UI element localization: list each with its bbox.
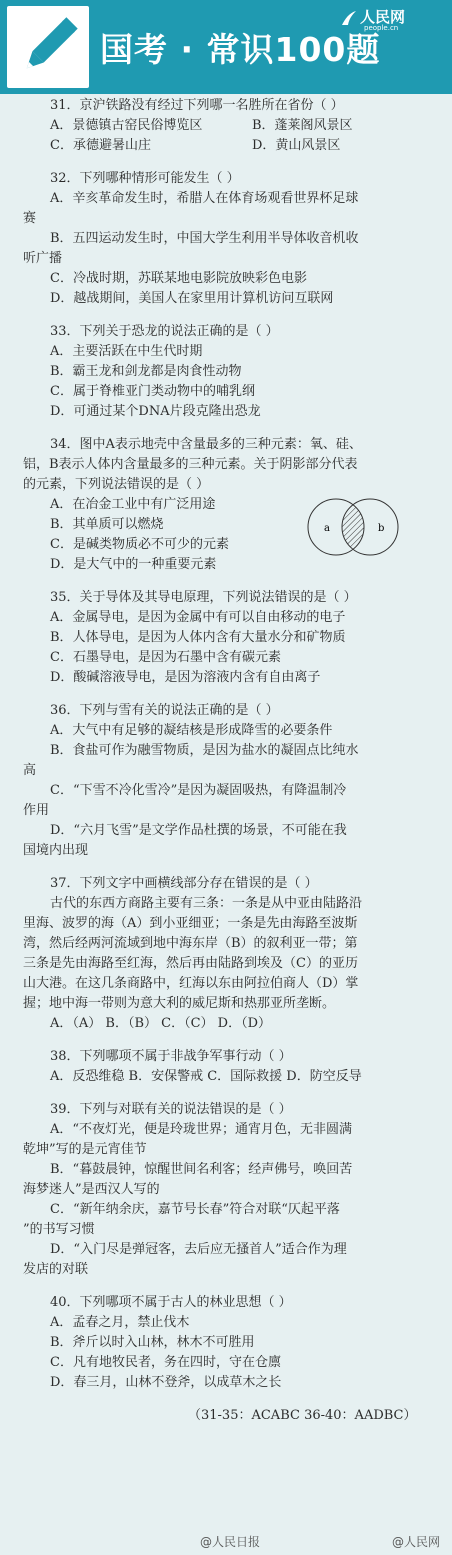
question-block (0, 169, 452, 309)
question-block (0, 96, 452, 156)
option: 听广播 (23, 251, 63, 266)
question-block (0, 1293, 452, 1393)
option: A．辛亥革命发生时，希腊人在体育场观看世界杯足球 (50, 191, 359, 206)
option: C．冷战时期，苏联某地电影院放映彩色电影 (50, 271, 307, 286)
option: C．承德避暑山庄 (50, 138, 151, 153)
question-stem: 37．下列文字中画横线部分存在错误的是（ ） (50, 876, 318, 891)
question-block (0, 874, 452, 1034)
footer (0, 1527, 452, 1555)
option: D．“六月飞雪”是文学作品杜撰的场景，不可能在我 (50, 823, 347, 838)
option: 高 (23, 763, 37, 778)
option: D．可通过某个DNA片段克隆出恐龙 (50, 404, 261, 419)
option: ”的书写习惯 (23, 1222, 95, 1237)
option: 乾坤”写的是元宵佳节 (23, 1142, 147, 1157)
option: B．人体导电，是因为人体内含有大量水分和矿物质 (50, 630, 346, 645)
option: B．五四运动发生时，中国大学生利用半导体收音机收 (50, 231, 359, 246)
passage-line: 里海、波罗的海（A）到小亚细亚；一条是先由海路至波斯 (23, 916, 358, 931)
question-stem: 铝，B表示人体内含量最多的三种元素。关于阴影部分代表 (23, 457, 358, 472)
option: 作用 (23, 803, 50, 818)
option: A．金属导电，是因为金属中有可以自由移动的电子 (50, 610, 346, 625)
option-row: A．（A） B．（B） C．（C） D．（D） (50, 1016, 272, 1031)
option: 赛 (23, 211, 37, 226)
option: 发店的对联 (23, 1262, 89, 1277)
question-block (0, 322, 452, 422)
brand-name: 人民网 (360, 8, 406, 26)
brand-logo (340, 6, 440, 32)
option: D．“入门尽是弹冠客，去后应无搔首人”适合作为理 (50, 1242, 347, 1257)
question-stem: 39．下列与对联有关的说法错误的是（ ） (50, 1102, 292, 1117)
option: A．在冶金工业中有广泛用途 (50, 497, 216, 512)
passage-line: 山大港。在这几条商路中，红海以东由阿拉伯商人（D）掌 (23, 976, 359, 991)
option: C．“新年纳余庆，嘉节号长春”符合对联“仄起平落 (50, 1202, 340, 1217)
option: D．春三月，山林不登斧，以成草木之长 (50, 1375, 282, 1390)
passage-line: 三条是先由海路至红海，然后再由陆路到埃及（C）的亚历 (23, 956, 358, 971)
option: C．属于脊椎亚门类动物中的哺乳纲 (50, 384, 255, 399)
option: C．是碱类物质必不可少的元素 (50, 537, 229, 552)
question-stem: 33．下列关于恐龙的说法正确的是（ ） (50, 324, 279, 339)
option: A．“不夜灯光，便是玲珑世界；通宵月色，无非圆满 (50, 1122, 353, 1137)
question-stem: 40．下列哪项不属于古人的林业思想（ ） (50, 1295, 292, 1310)
option: A．大气中有足够的凝结核是形成降雪的必要条件 (50, 723, 333, 738)
pencil-icon (7, 6, 89, 88)
question-stem: 32．下列哪种情形可能发生（ ） (50, 171, 240, 186)
question-stem: 36．下列与雪有关的说法正确的是（ ） (50, 703, 279, 718)
question-stem: 35．关于导体及其导电原理，下列说法错误的是（ ） (50, 590, 357, 605)
option: D．是大气中的一种重要元素 (50, 557, 217, 572)
option: 国境内出现 (23, 843, 89, 858)
option: D．黄山风景区 (252, 138, 341, 153)
option: A．景德镇古窑民俗博览区 (50, 118, 203, 133)
weibo-handle-left: @人民日报 (200, 1535, 261, 1549)
passage-line: 古代的东西方商路主要有三条：一条是从中亚由陆路沿 (50, 896, 363, 911)
venn-label-a: a (324, 523, 330, 534)
option: B．“暮鼓晨钟，惊醒世间名利客；经声佛号，唤回苦 (50, 1162, 353, 1177)
option: B．蓬莱阁风景区 (252, 118, 353, 133)
option: A．主要活跃在中生代时期 (50, 344, 203, 359)
option: 海梦迷人”是西汉人写的 (23, 1182, 160, 1197)
brand-mark-icon (340, 9, 358, 27)
answer-key: （31-35：ACABC 36-40：AADBC） (188, 1408, 417, 1423)
option: C．凡有地牧民者，务在四时，守在仓廪 (50, 1355, 281, 1370)
question-block (0, 435, 452, 575)
option: C．石墨导电，是因为石墨中含有碳元素 (50, 650, 281, 665)
question-block (0, 1100, 452, 1280)
option: B．斧斤以时入山林，林木不可胜用 (50, 1335, 255, 1350)
passage-line: 握；地中海一带则为意大利的威尼斯和热那亚所垄断。 (23, 996, 336, 1011)
header-banner (0, 0, 452, 94)
question-stem: 38．下列哪项不属于非战争军事行动（ ） (50, 1049, 292, 1064)
venn-label-b: b (378, 523, 385, 534)
question-block (0, 1047, 452, 1087)
question-list (0, 94, 452, 1426)
question-stem: 34．图中A表示地壳中含量最多的三种元素：氧、硅、 (50, 437, 362, 452)
question-block (0, 701, 452, 861)
page-title: 国考 · 常识100题 (100, 30, 381, 69)
question-block (0, 588, 452, 688)
option: D．越战期间，美国人在家里用计算机访问互联网 (50, 291, 334, 306)
venn-diagram (298, 497, 408, 557)
option: B．食盐可作为融雪物质，是因为盐水的凝固点比纯水 (50, 743, 359, 758)
option: D．酸碱溶液导电，是因为溶液内含有自由离子 (50, 670, 321, 685)
weibo-handle-right: @人民网 (392, 1535, 441, 1549)
option-row: A．反恐维稳 B．安保警戒 C．国际救援 D．防空反导 (50, 1069, 362, 1084)
passage-line: 湾，然后经两河流域到地中海东岸（B）的叙利亚一带；第 (23, 936, 358, 951)
question-stem: 31．京沪铁路没有经过下列哪一名胜所在省份（ ） (50, 98, 344, 113)
option: A．孟春之月，禁止伐木 (50, 1315, 190, 1330)
option: C．“下雪不冷化雪冷”是因为凝固吸热，有降温制冷 (50, 783, 347, 798)
option: B．其单质可以燃烧 (50, 517, 164, 532)
brand-url: people.cn (364, 24, 399, 32)
option: B．霸王龙和剑龙都是肉食性动物 (50, 364, 242, 379)
question-stem: 的元素，下列说法错误的是（ ） (23, 477, 210, 492)
option-row (50, 136, 452, 156)
option-row (50, 116, 452, 136)
